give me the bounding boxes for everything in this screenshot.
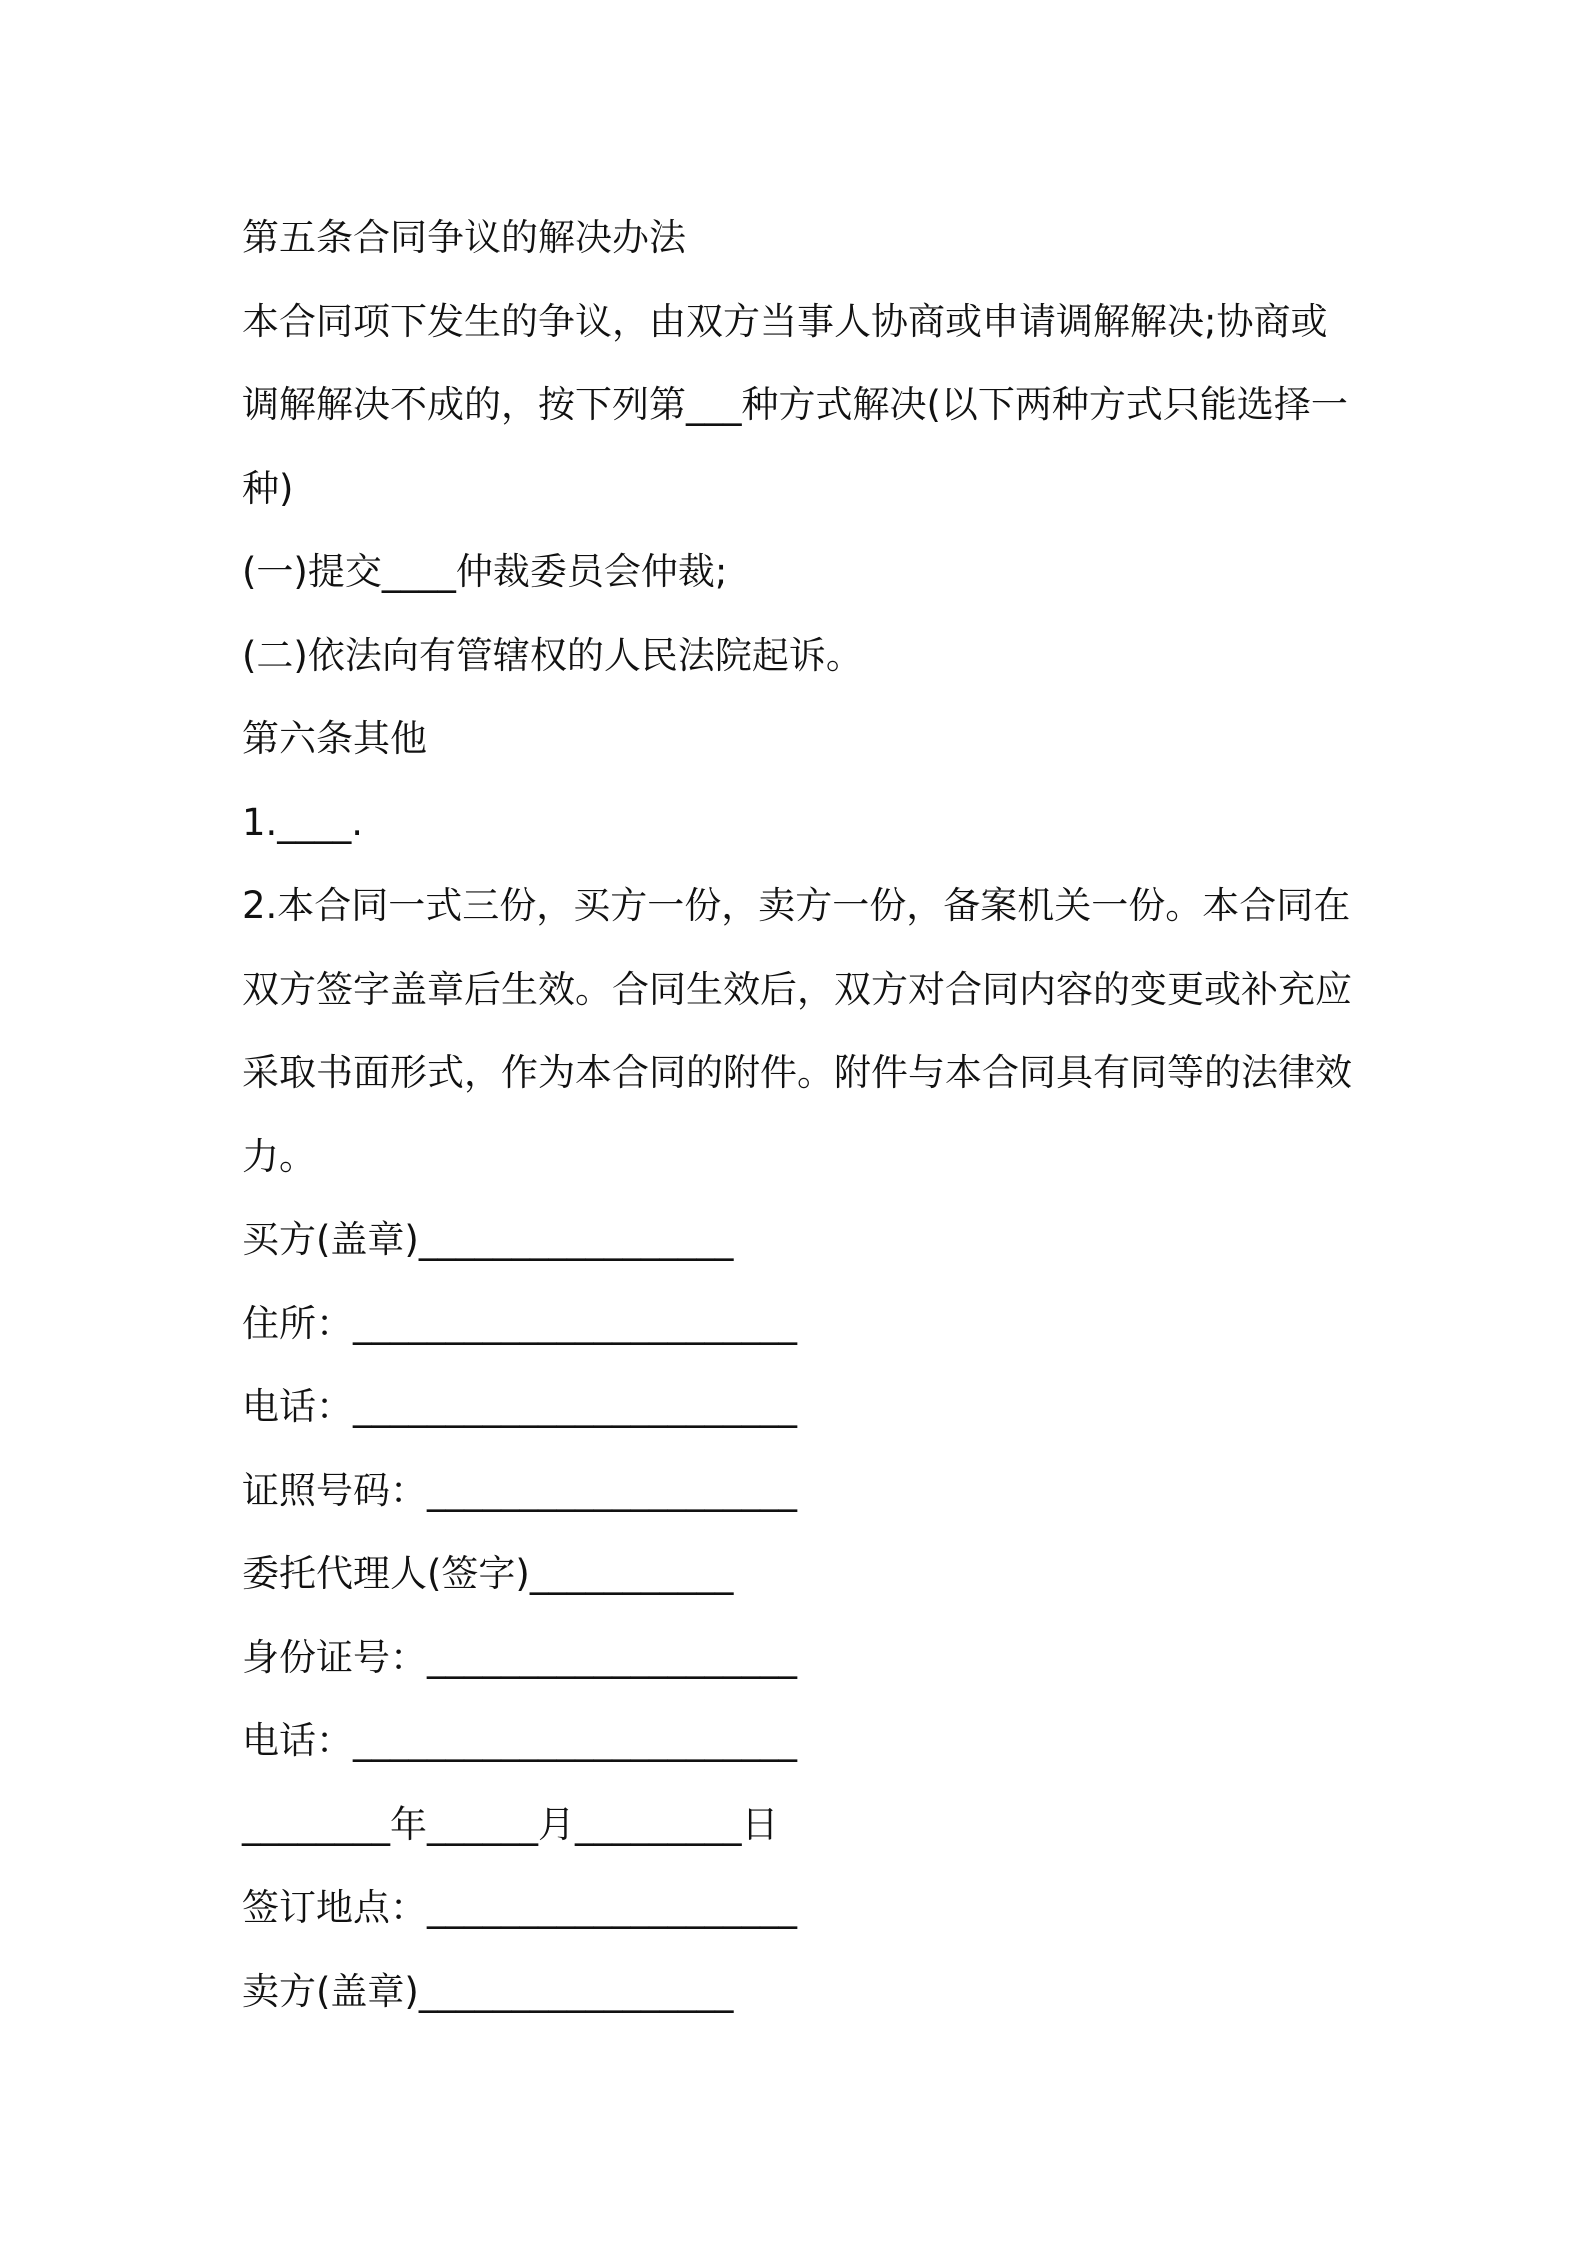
article6-heading: 第六条其他 xyxy=(242,717,427,760)
buyer-seal-field: 买方(盖章)_________________ xyxy=(242,1218,734,1261)
article5-option1: (一)提交____仲裁委员会仲裁; xyxy=(242,550,728,593)
article6-item2-line4: 力。 xyxy=(242,1134,316,1178)
date-field: ________年______月_________日 xyxy=(242,1802,779,1846)
article5-option2: (二)依法向有管辖权的人民法院起诉。 xyxy=(242,633,863,677)
article5-paragraph-line3: 种) xyxy=(242,466,294,510)
id-number-field: 身份证号：____________________ xyxy=(242,1635,797,1679)
article5-paragraph-line1: 本合同项下发生的争议，由双方当事人协商或申请调解解决;协商或 xyxy=(242,299,1328,343)
contract-page xyxy=(242,196,1362,2033)
article6-item2-line2: 双方签字盖章后生效。合同生效后，双方对合同内容的变更或补充应 xyxy=(242,967,1352,1011)
article5-heading: 第五条合同争议的解决办法 xyxy=(242,216,686,259)
license-number-field: 证照号码：____________________ xyxy=(242,1468,797,1512)
article6-item2-line3: 采取书面形式，作为本合同的附件。附件与本合同具有同等的法律效 xyxy=(242,1051,1352,1094)
seller-seal-field: 卖方(盖章)_________________ xyxy=(242,1969,734,2013)
address-field: 住所：________________________ xyxy=(242,1301,797,1345)
article6-item2-line1: 2.本合同一式三份，买方一份，卖方一份，备案机关一份。本合同在 xyxy=(242,884,1351,927)
signing-place-field: 签订地点：____________________ xyxy=(242,1886,797,1929)
article6-item1: 1.____. xyxy=(242,800,364,844)
agent-phone-field: 电话：________________________ xyxy=(242,1719,797,1762)
article5-paragraph-line2: 调解解决不成的，按下列第___种方式解决(以下两种方式只能选择一 xyxy=(242,383,1348,426)
phone-field: 电话：________________________ xyxy=(242,1385,797,1428)
agent-signature-field: 委托代理人(签字)___________ xyxy=(242,1552,734,1595)
